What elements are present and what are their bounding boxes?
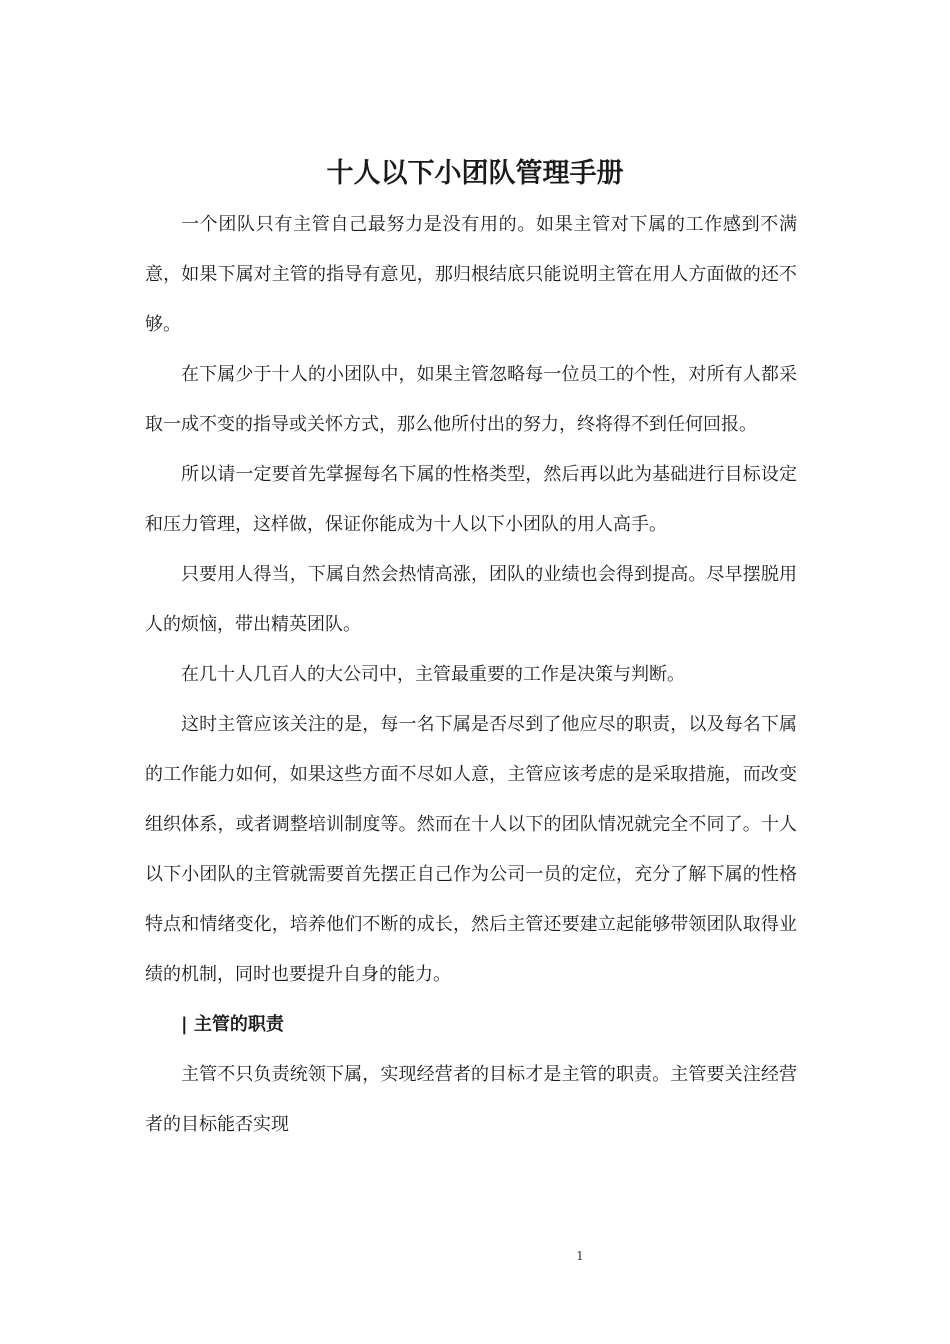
- paragraph: 主管不只负责统领下属，实现经营者的目标才是主管的职责。主管要关注经营者的目标能否实现: [145, 1064, 797, 1135]
- paragraph: 只要用人得当，下属自然会热情高涨，团队的业绩也会得到提高。尽早摆脱用人的烦恼，带出精英团队。: [145, 564, 797, 635]
- document-title: 十人以下小团队管理手册: [326, 158, 624, 189]
- paragraph: 在下属少于十人的小团队中，如果主管忽略每一位员工的个性，对所有人都采取一成不变的指导或关怀方式，那么他所付出的努力，终将得不到任何回报。: [145, 364, 797, 435]
- paragraph: 所以请一定要首先掌握每名下属的性格类型，然后再以此为基础进行目标设定和压力管理，这样做，保证你能成为十人以下小团队的用人高手。: [145, 464, 797, 535]
- page-number: 1: [576, 1249, 584, 1263]
- paragraph: 这时主管应该关注的是，每一名下属是否尽到了他应尽的职责，以及每名下属的工作能力如何，如果这些方面不尽如人意，主管应该考虑的是采取措施，而改变组织体系，或者调整培训制度等。然而在十人以下的团队情况就完全不同了。十人以下小团队的主管就需要首先摆正自己作为公司一员的定位，充分了解下属的性格特点和情绪变化，培养他们不断的成长，然后主管还要建立起能够带领团队取得业绩的机制，同时也要提升自身的能力。: [145, 714, 797, 985]
- paragraph: 在几十人几百人的大公司中，主管最重要的工作是决策与判断。: [181, 664, 685, 685]
- section-heading: | 主管的职责: [181, 1014, 284, 1035]
- document-body: [145, 200, 797, 1150]
- paragraph: 一个团队只有主管自己最努力是没有用的。如果主管对下属的工作感到不满意，如果下属对主管的指导有意见，那归根结底只能说明主管在用人方面做的还不够。: [145, 214, 797, 335]
